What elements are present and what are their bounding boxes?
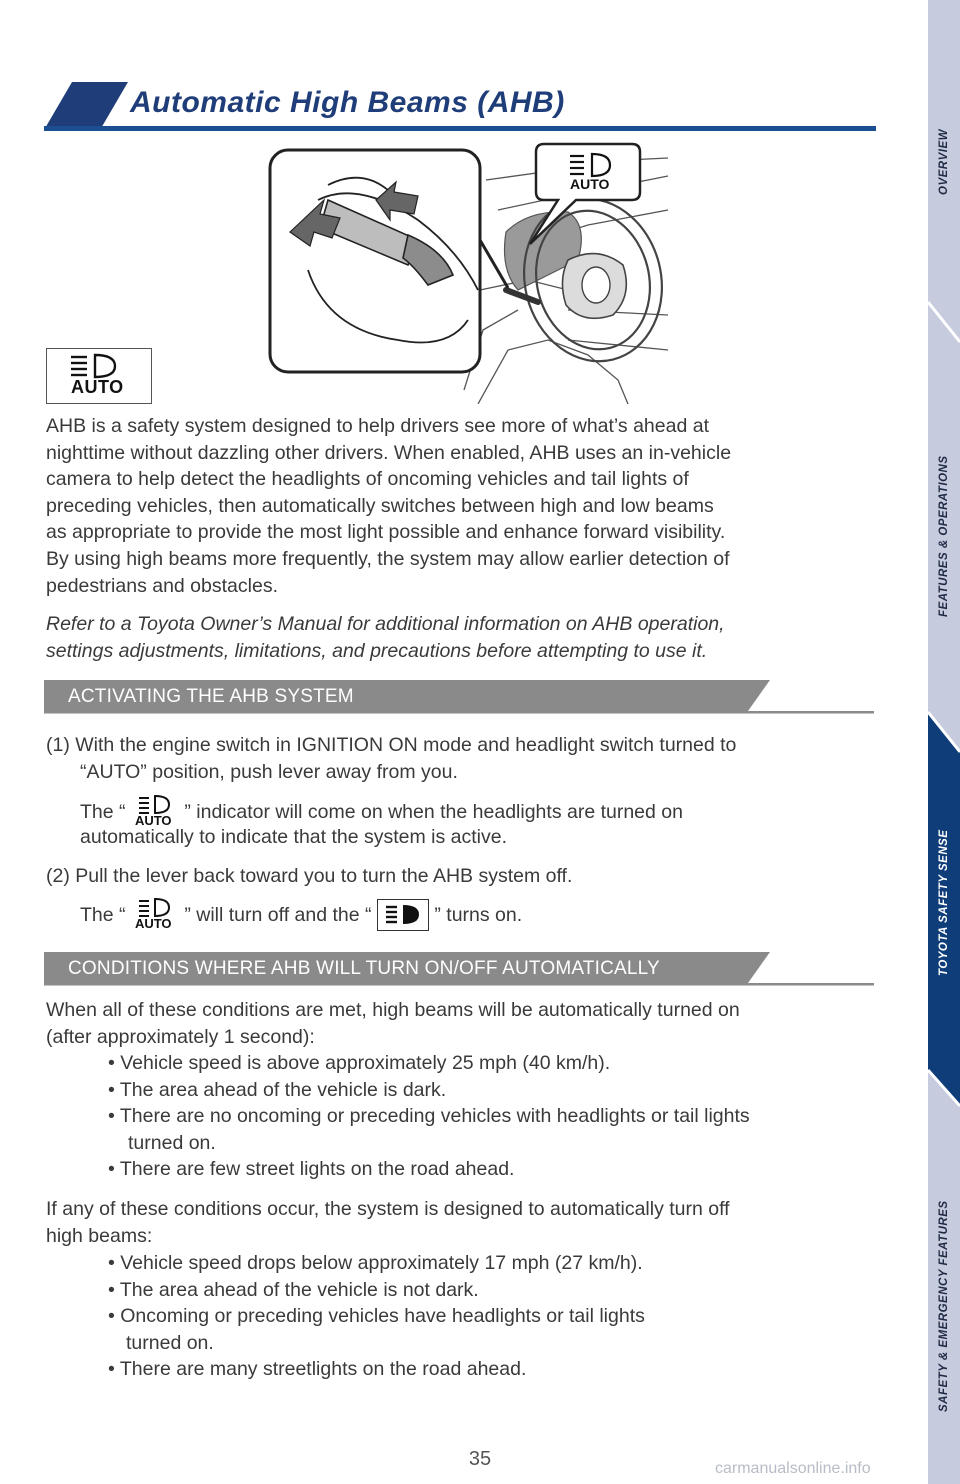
indicator-on-line-2: automatically to indicate that the system is active. — [80, 826, 508, 848]
indicator-on-line: The “ AUTO ” indicator will come on when the headlights are turned on — [80, 795, 683, 829]
list-item: • Vehicle speed drops below approximately 17 mph (27 km/h). — [108, 1252, 643, 1274]
auto-high-beam-icon: AUTO — [131, 898, 179, 932]
list-item: • There are no oncoming or preceding vehicles with headlights or tail lights — [108, 1105, 750, 1128]
intro-paragraph: AHB is a safety system designed to help drivers see more of what’s ahead at nighttime without dazzling other drivers. When enabled, AHB uses an in-vehicle camera to help detect the headlights of oncoming vehicles and tail lights of preceding vehicles, then automatically switches between high and low beams as appropriate to provide the most light possible and enhance forward visibility. By using high beams more frequently, the system may allow earlier detection of pedestrians and obstacles. — [46, 415, 732, 597]
auto-high-beam-icon: AUTO — [131, 795, 179, 829]
sidebar-tab-safety-emergency[interactable]: SAFETY & EMERGENCY FEATURES — [938, 1200, 950, 1412]
sidebar-tab-features-operations[interactable]: FEATURES & OPERATIONS — [938, 455, 950, 617]
list-item: • The area ahead of the vehicle is dark. — [108, 1078, 447, 1101]
page-number: 35 — [468, 1448, 492, 1470]
list-item: • The area ahead of the vehicle is not dark. — [108, 1278, 479, 1301]
list-item: • There are many streetlights on the road ahead. — [108, 1358, 527, 1381]
auto-high-beam-icon — [562, 150, 624, 196]
conditions-on-list — [108, 1050, 868, 1183]
sidebar-tab-overview[interactable]: OVERVIEW — [938, 129, 950, 195]
sidebar-tab-toyota-safety-sense[interactable]: TOYOTA SAFETY SENSE — [938, 829, 950, 976]
callout-auto-label: AUTO — [570, 176, 610, 192]
high-beam-icon — [377, 899, 429, 931]
list-item: turned on. — [126, 1331, 214, 1354]
list-item: • Oncoming or preceding vehicles have headlights or tail lights — [108, 1305, 645, 1328]
conditions-off-list — [108, 1250, 868, 1383]
owner-manual-note: Refer to a Toyota Owner’s Manual for additional information on AHB operation, settings adjustments, limitations, and precautions before attempting to use it. — [46, 613, 725, 662]
section-header-activating: ACTIVATING THE AHB SYSTEM — [68, 686, 354, 707]
list-item: turned on. — [128, 1131, 216, 1154]
step-1-line-2: “AUTO” position, push lever away from you. — [80, 761, 458, 783]
step-2-line: (2) Pull the lever back toward you to turn the AHB system off. — [46, 865, 573, 887]
section-sidebar — [928, 0, 960, 1484]
badge-auto-label: AUTO — [71, 377, 124, 397]
list-item: • Vehicle speed is above approximately 25 mph (40 km/h). — [108, 1052, 611, 1074]
step-1-line-1: (1) With the engine switch in IGNITION ON mode and headlight switch turned to — [46, 734, 737, 756]
watermark: carmanualsonline.info — [715, 1460, 871, 1477]
ahb-indicator-badge — [46, 348, 152, 404]
conditions-on-intro: When all of these conditions are met, high beams will be automatically turned on (after approximately 1 second): — [46, 999, 740, 1048]
page-title: Automatic High Beams (AHB) — [130, 86, 565, 119]
conditions-off-intro: If any of these conditions occur, the system is designed to automatically turn off high beams: — [46, 1198, 730, 1247]
list-item: • There are few street lights on the road ahead. — [108, 1158, 515, 1181]
indicator-off-line: The “ AUTO ” will turn off and the “ ” turns on. — [80, 898, 522, 934]
section-header-conditions: CONDITIONS WHERE AHB WILL TURN ON/OFF AUTOMATICALLY — [68, 958, 660, 979]
